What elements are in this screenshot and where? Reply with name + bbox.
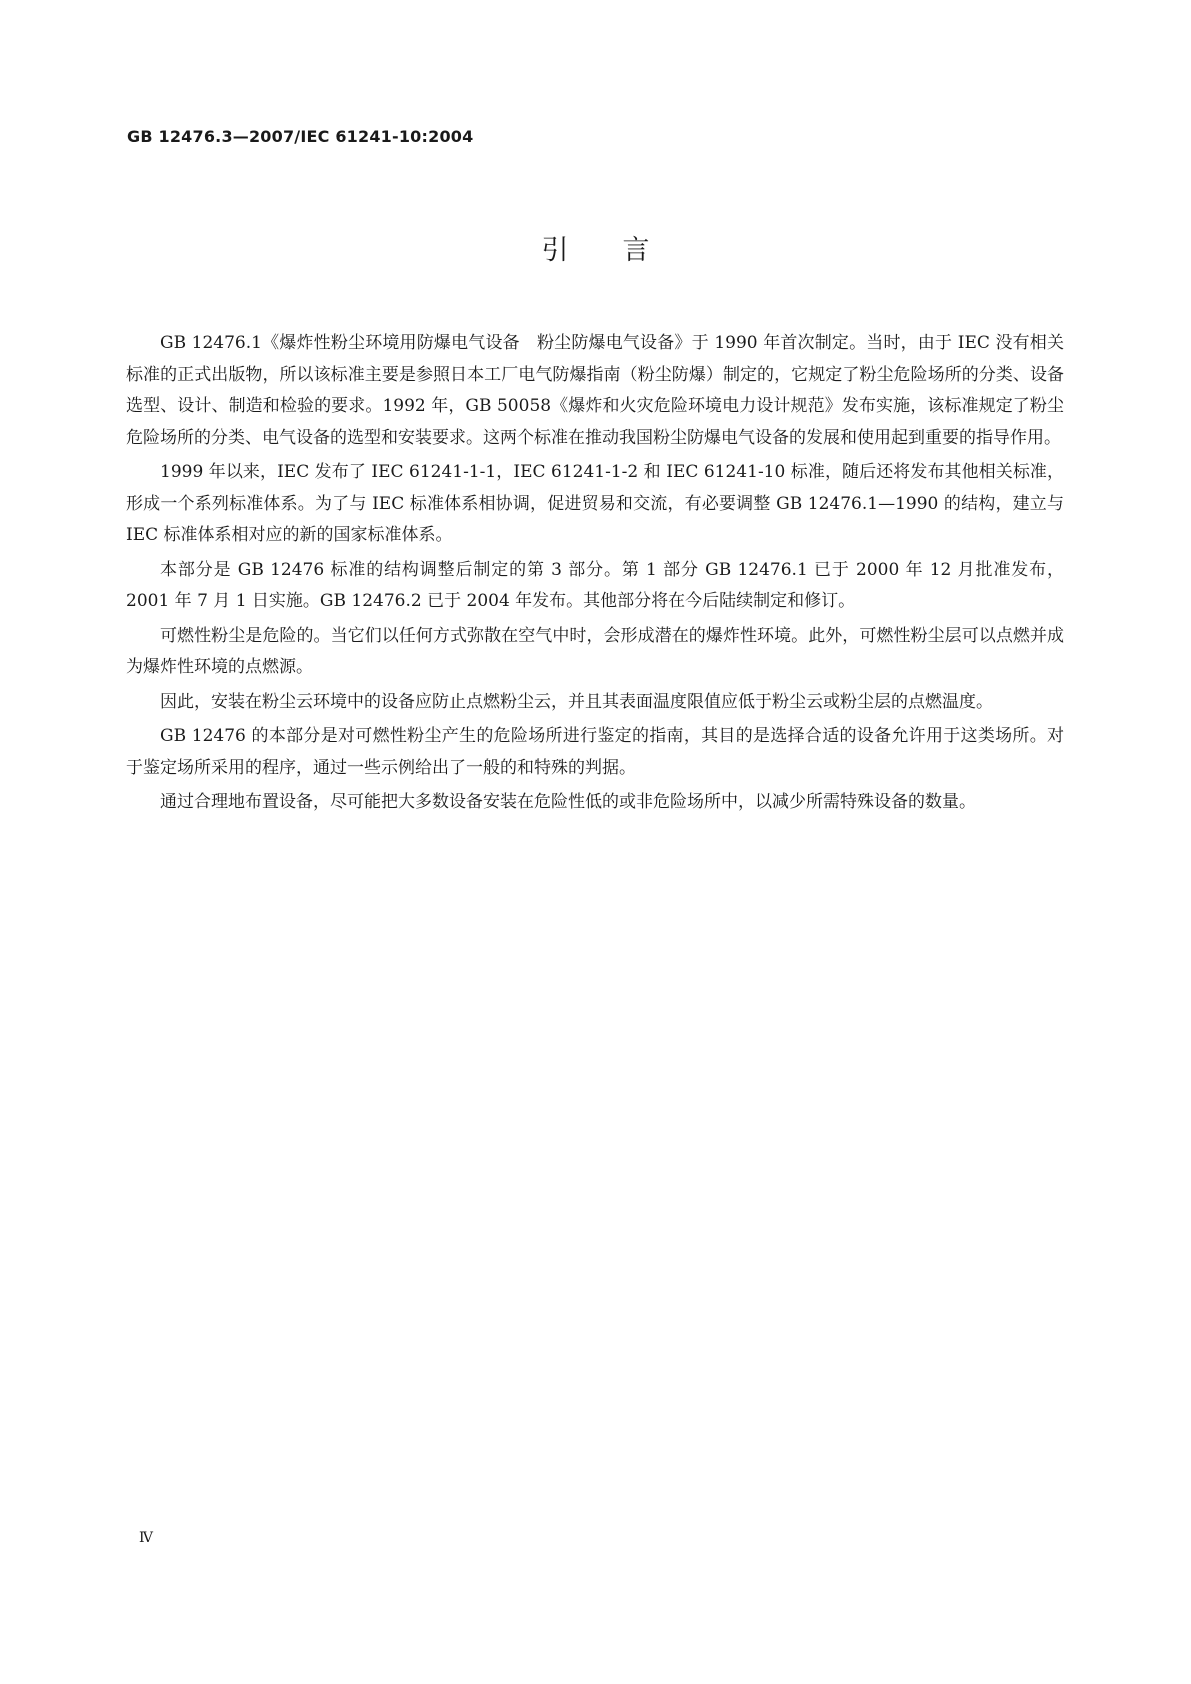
section-title: 引言: [541, 235, 704, 266]
paragraph: GB 12476 的本部分是对可燃性粉尘产生的危险场所进行鉴定的指南，其目的是选择合适的设备允许用于这类场所。对于鉴定场所采用的程序，通过一些示例给出了一般的和特殊的判据。: [126, 726, 1064, 778]
paragraph: 因此，安装在粉尘云环境中的设备应防止点燃粉尘云，并且其表面温度限值应低于粉尘云或粉尘层的点燃温度。: [160, 691, 993, 712]
introduction-body: [126, 328, 1064, 822]
standard-number: GB 12476.3—2007/IEC 61241-10:2004: [127, 127, 474, 146]
page-number: Ⅳ: [139, 1530, 153, 1546]
running-header: [127, 127, 473, 146]
paragraph: 本部分是 GB 12476 标准的结构调整后制定的第 3 部分。第 1 部分 GB 12476.1 已于 2000 年 12 月批准发布，2001 年 7 月 1 日实施。GB 12476.2 已于 2004 年发布。其他部分将在今后陆续制定和修订。: [126, 559, 1064, 611]
paragraph: GB 12476.1《爆炸性粉尘环境用防爆电气设备 粉尘防爆电气设备》于 1990 年首次制定。当时，由于 IEC 没有相关标准的正式出版物，所以该标准主要是参照日本工厂电气防爆指南（粉尘防爆）制定的，它规定了粉尘危险场所的分类、设备选型、设计、制造和检验的要求。1992 年，GB 50058《爆炸和火灾危险环境电力设计规范》发布实施，该标准规定了粉尘危险场所的分类、电气设备的选型和安装要求。这两个标准在推动我国粉尘防爆电气设备的发展和使用起到重要的指导作用。: [126, 333, 1064, 448]
paragraph: 可燃性粉尘是危险的。当它们以任何方式弥散在空气中时，会形成潜在的爆炸性环境。此外，可燃性粉尘层可以点燃并成为爆炸性环境的点燃源。: [126, 625, 1064, 677]
paragraph: 通过合理地布置设备，尽可能把大多数设备安装在危险性低的或非危险场所中，以减少所需特殊设备的数量。: [160, 792, 976, 812]
paragraph: 1999 年以来，IEC 发布了 IEC 61241-1-1，IEC 61241-1-2 和 IEC 61241-10 标准，随后还将发布其他相关标准，形成一个系列标准体系。为了与 IEC 标准体系相协调，促进贸易和交流，有必要调整 GB 12476.1—1990 的结构，建立与 IEC 标准体系相对应的新的国家标准体系。: [126, 462, 1064, 545]
